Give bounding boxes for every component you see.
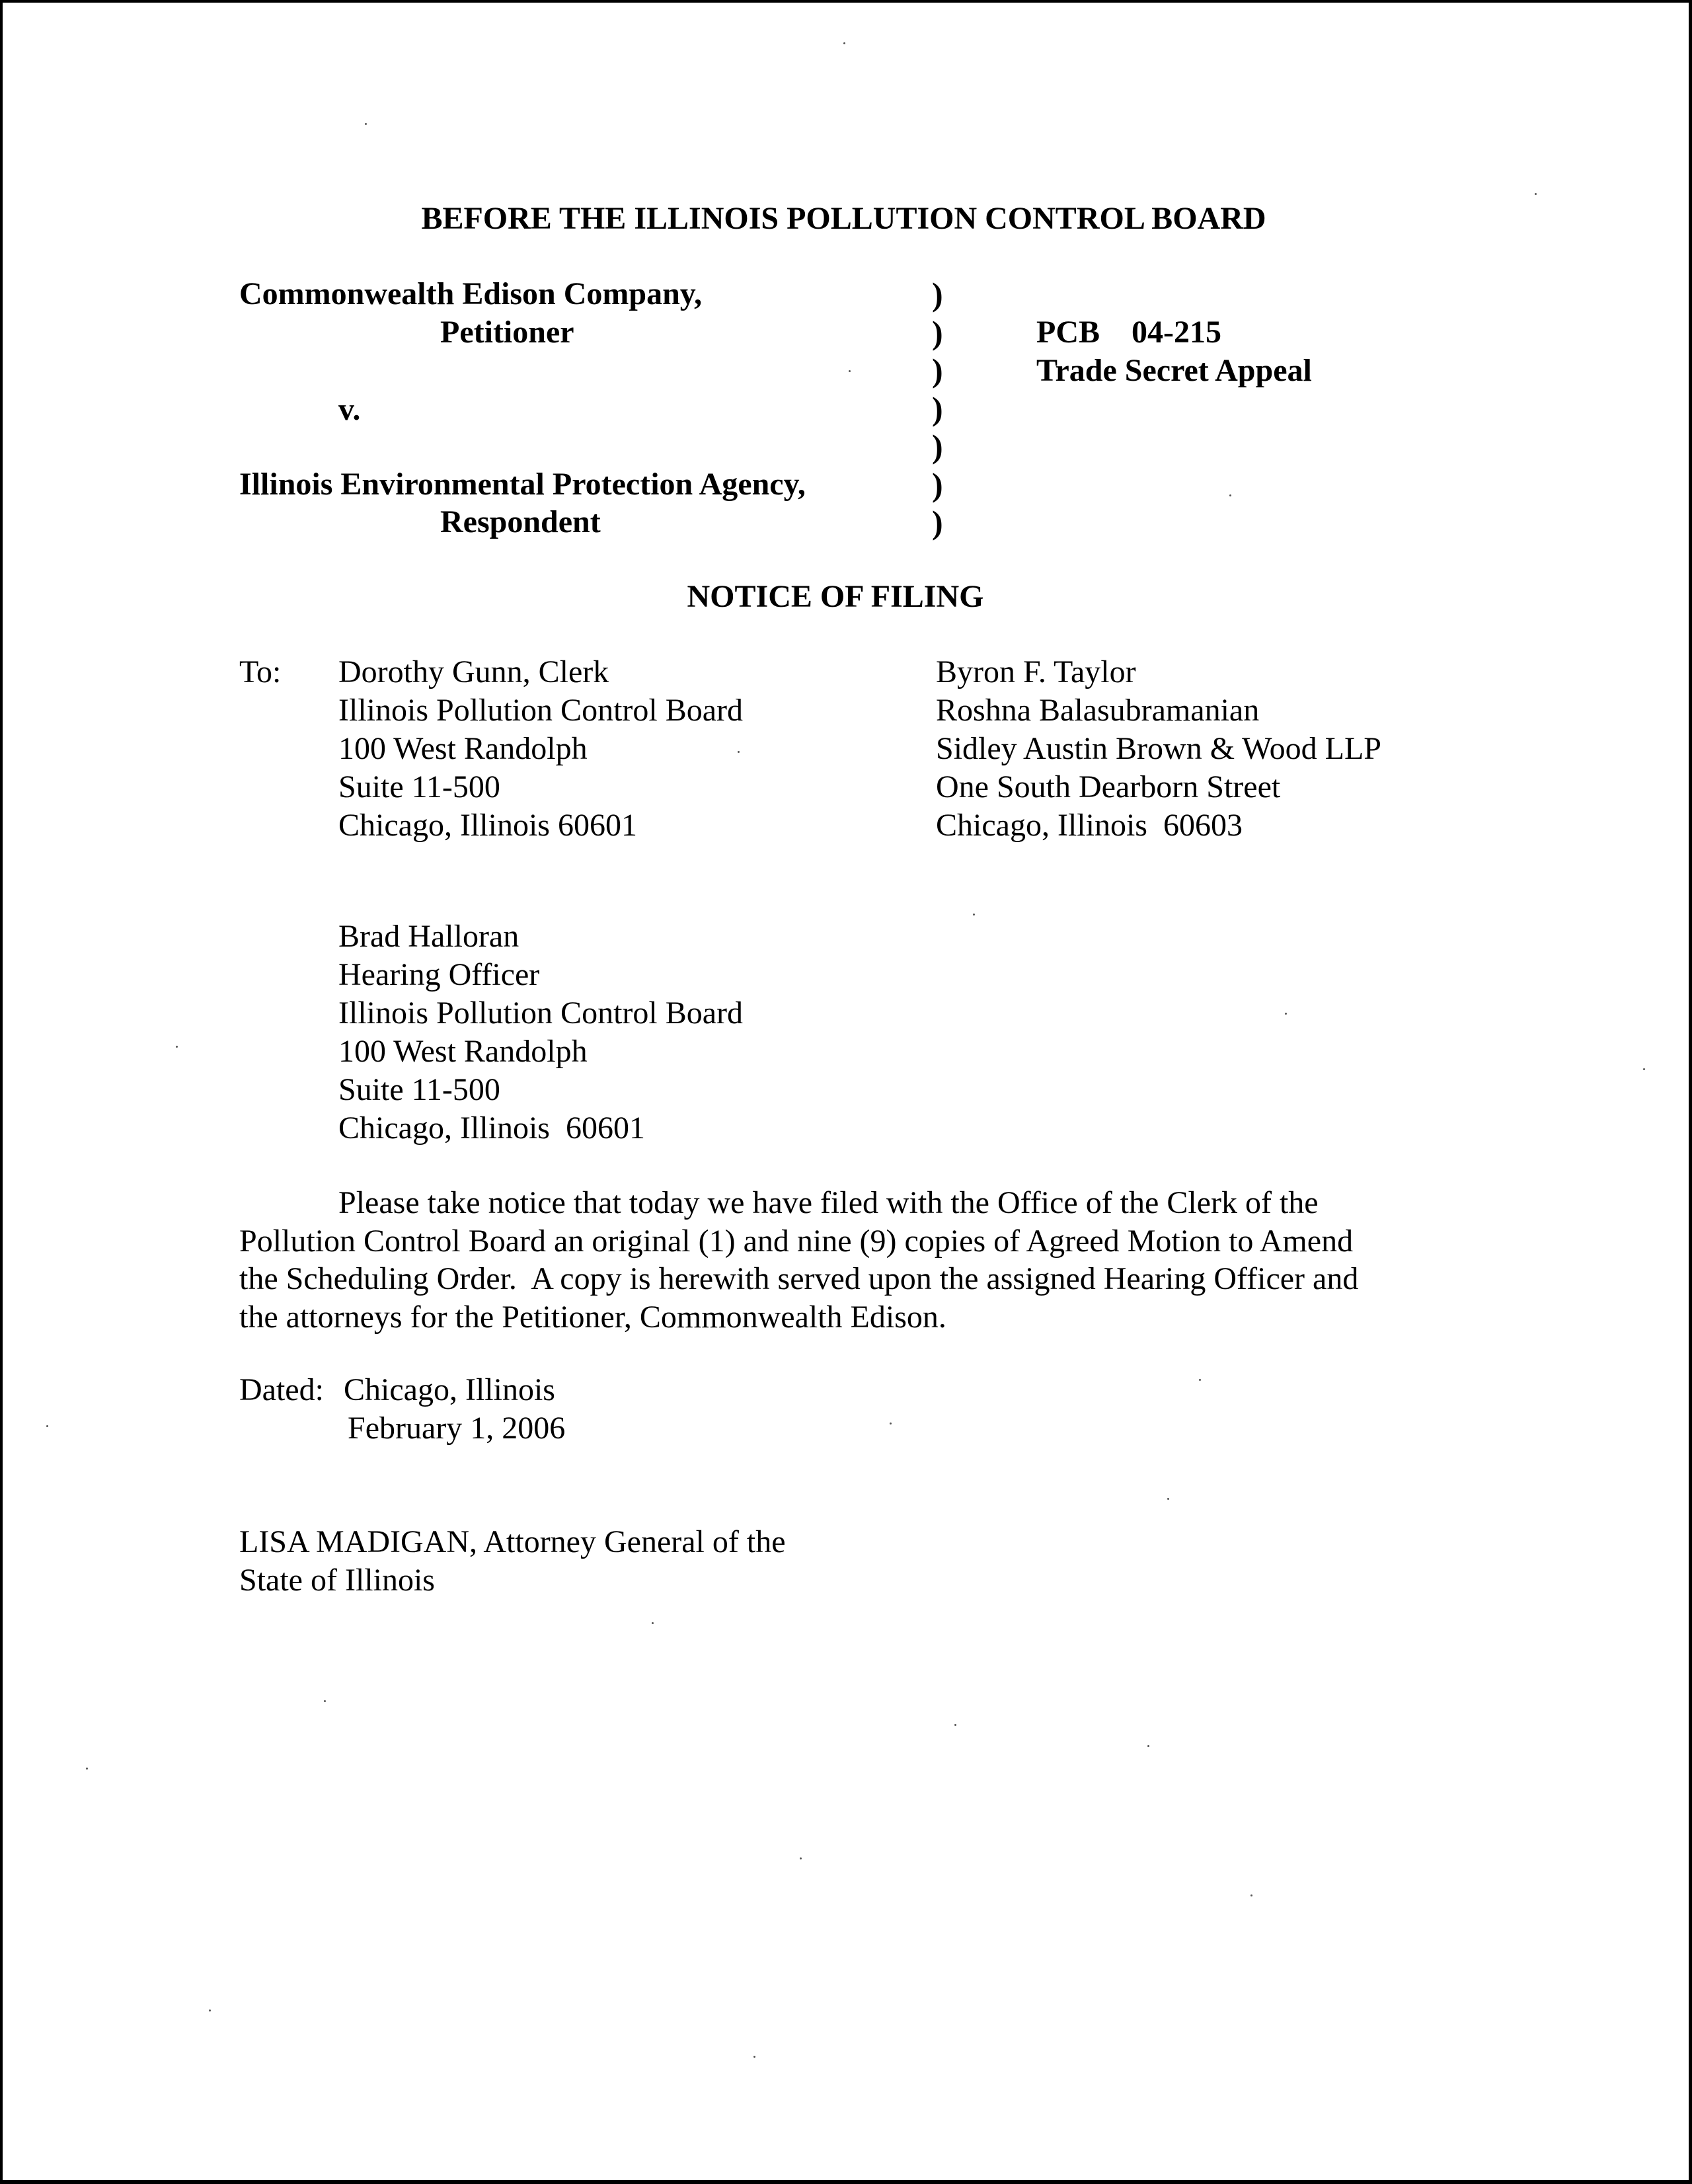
versus-label: v. (338, 392, 361, 427)
scan-speck (890, 1423, 892, 1424)
caption-paren: ) (932, 428, 943, 465)
body-line: the Scheduling Order. A copy is herewith served upon the assigned Hearing Officer and (239, 1261, 1359, 1296)
petitioner-role: Petitioner (440, 315, 574, 350)
scan-speck (1229, 494, 1231, 496)
dated-date: February 1, 2006 (348, 1411, 566, 1446)
caption-paren: ) (932, 352, 943, 389)
case-number: PCB 04-215 (1036, 315, 1221, 350)
scan-speck (1167, 1498, 1169, 1500)
respondent-role: Respondent (440, 504, 601, 539)
scan-speck (1199, 1379, 1201, 1381)
scan-speck (324, 1700, 326, 1702)
scan-speck (86, 1768, 88, 1770)
scan-speck (652, 1622, 654, 1624)
address-line: Sidley Austin Brown & Wood LLP (936, 731, 1381, 766)
address-line: Illinois Pollution Control Board (338, 693, 744, 728)
address-line: Illinois Pollution Control Board (338, 995, 744, 1031)
caption-paren: ) (932, 276, 943, 313)
dated-label: Dated: (239, 1372, 324, 1407)
scan-speck (1535, 193, 1537, 195)
body-line: Pollution Control Board an original (1) and nine (9) copies of Agreed Motion to Amend (239, 1224, 1354, 1259)
address-line: One South Dearborn Street (936, 769, 1281, 804)
signature-line: LISA MADIGAN, Attorney General of the (239, 1524, 786, 1559)
scan-speck (738, 751, 740, 753)
address-line: Byron F. Taylor (936, 654, 1136, 689)
address-line: Chicago, Illinois 60601 (338, 808, 637, 843)
scan-speck (1250, 1894, 1252, 1896)
petitioner-name: Commonwealth Edison Company, (239, 276, 703, 311)
address-line: Roshna Balasubramanian (936, 693, 1260, 728)
address-line: Suite 11-500 (338, 769, 500, 804)
signature-line: State of Illinois (239, 1563, 435, 1598)
dated-place: Chicago, Illinois (344, 1372, 555, 1407)
scan-speck (365, 123, 367, 125)
scan-speck (954, 1724, 956, 1726)
recipient-block-counsel (936, 653, 1381, 845)
body-line: Please take notice that today we have filed with the Office of the Clerk of the (338, 1185, 1319, 1220)
address-line: 100 West Randolph (338, 1034, 588, 1069)
scan-speck (753, 2056, 755, 2058)
scan-speck (800, 1857, 802, 1859)
address-line: Brad Halloran (338, 919, 519, 954)
scan-speck (46, 1425, 48, 1427)
scan-speck (176, 1046, 178, 1048)
page-title: BEFORE THE ILLINOIS POLLUTION CONTROL BOARD (421, 201, 1266, 236)
scan-speck (843, 42, 845, 44)
to-label: To: (239, 654, 282, 689)
caption-paren: ) (932, 390, 943, 427)
body-line: the attorneys for the Petitioner, Commonwealth Edison. (239, 1300, 946, 1335)
recipient-block-clerk (338, 653, 743, 845)
scan-speck (849, 370, 851, 372)
caption-paren: ) (932, 466, 943, 503)
caption-paren: ) (932, 504, 943, 541)
scan-speck (209, 2009, 211, 2011)
scan-speck (1147, 1745, 1149, 1747)
scan-speck (1643, 1068, 1645, 1070)
address-line: 100 West Randolph (338, 731, 588, 766)
respondent-name: Illinois Environmental Protection Agency, (239, 467, 806, 502)
address-line: Hearing Officer (338, 957, 540, 992)
address-line: Dorothy Gunn, Clerk (338, 654, 609, 689)
address-line: Chicago, Illinois 60601 (338, 1111, 645, 1146)
address-line: Suite 11-500 (338, 1072, 500, 1107)
notice-title: NOTICE OF FILING (687, 579, 984, 614)
caption-paren: ) (932, 314, 943, 351)
case-type: Trade Secret Appeal (1036, 353, 1312, 388)
scan-speck (973, 914, 975, 916)
recipient-block-hearing-officer (338, 917, 743, 1148)
scan-speck (1285, 1013, 1287, 1015)
address-line: Chicago, Illinois 60603 (936, 808, 1243, 843)
